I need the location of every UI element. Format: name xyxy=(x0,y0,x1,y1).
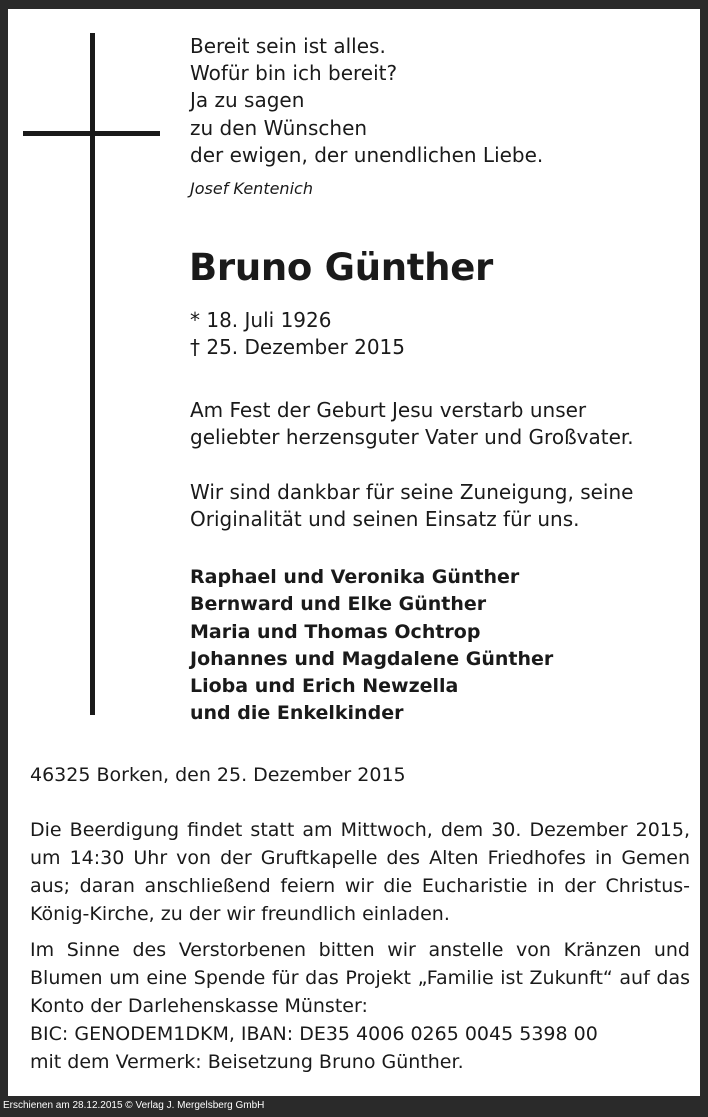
gratitude-line: Originalität und seinen Einsatz für uns. xyxy=(190,507,580,531)
family-list xyxy=(190,564,553,728)
publication-footer: Erschienen am 28.12.2015 © Verlag J. Mergelsberg GmbH xyxy=(3,1100,265,1111)
family-member: Bernward und Elke Günther xyxy=(190,593,487,616)
poem-line: zu den Wünschen xyxy=(190,115,368,140)
announcement-paragraph xyxy=(190,397,634,451)
family-member: Raphael und Veronika Günther xyxy=(190,566,520,588)
cross-icon-horizontal-bar xyxy=(23,131,160,136)
place-date: 46325 Borken, den 25. Dezember 2015 xyxy=(30,764,406,786)
birth-date: * 18. Juli 1926 xyxy=(190,308,332,332)
donation-paragraph xyxy=(30,936,690,1076)
announcement-line: geliebter herzensguter Vater und Großvater. xyxy=(190,425,634,449)
bank-details: BIC: GENODEM1DKM, IBAN: DE35 4006 0265 0045 5398 00 xyxy=(30,1023,598,1045)
death-date: † 25. Dezember 2015 xyxy=(190,335,405,359)
donation-text: Im Sinne des Verstorbenen bitten wir anstelle von Kränzen und Blumen um eine Spende für das Projekt „Familie ist Zukunft“ auf das Konto der Darlehenskasse Münster: xyxy=(30,939,690,1017)
memo-line: mit dem Vermerk: Beisetzung Bruno Günther. xyxy=(30,1051,464,1073)
gratitude-paragraph xyxy=(190,479,633,533)
announcement-line: Am Fest der Geburt Jesu verstarb unser xyxy=(190,398,587,422)
family-member: und die Enkelkinder xyxy=(190,702,404,725)
poem-line: Ja zu sagen xyxy=(190,88,305,113)
poem-line: Bereit sein ist alles. xyxy=(190,34,386,58)
deceased-name: Bruno Günther xyxy=(189,246,493,289)
life-dates xyxy=(190,307,405,361)
family-member: Maria und Thomas Ochtrop xyxy=(190,620,481,643)
obituary-sheet xyxy=(8,9,700,1096)
funeral-paragraph: Die Beerdigung findet statt am Mittwoch, dem 30. Dezember 2015, um 14:30 Uhr von der Gruftkapelle des Alten Friedhofes in Gemen aus; daran anschließend feiern wir die Eucharistie in der Christus-König-Kirche, zu der wir freundlich einladen. xyxy=(30,819,690,925)
family-member: Lioba und Erich Newzella xyxy=(190,675,459,698)
family-member: Johannes und Magdalene Günther xyxy=(190,647,554,670)
gratitude-line: Wir sind dankbar für seine Zuneigung, seine xyxy=(190,480,634,504)
poem xyxy=(190,33,543,169)
poem-line: der ewigen, der unendlichen Liebe. xyxy=(190,142,544,167)
poem-author: Josef Kentenich xyxy=(190,179,313,198)
poem-line: Wofür bin ich bereit? xyxy=(190,61,398,86)
